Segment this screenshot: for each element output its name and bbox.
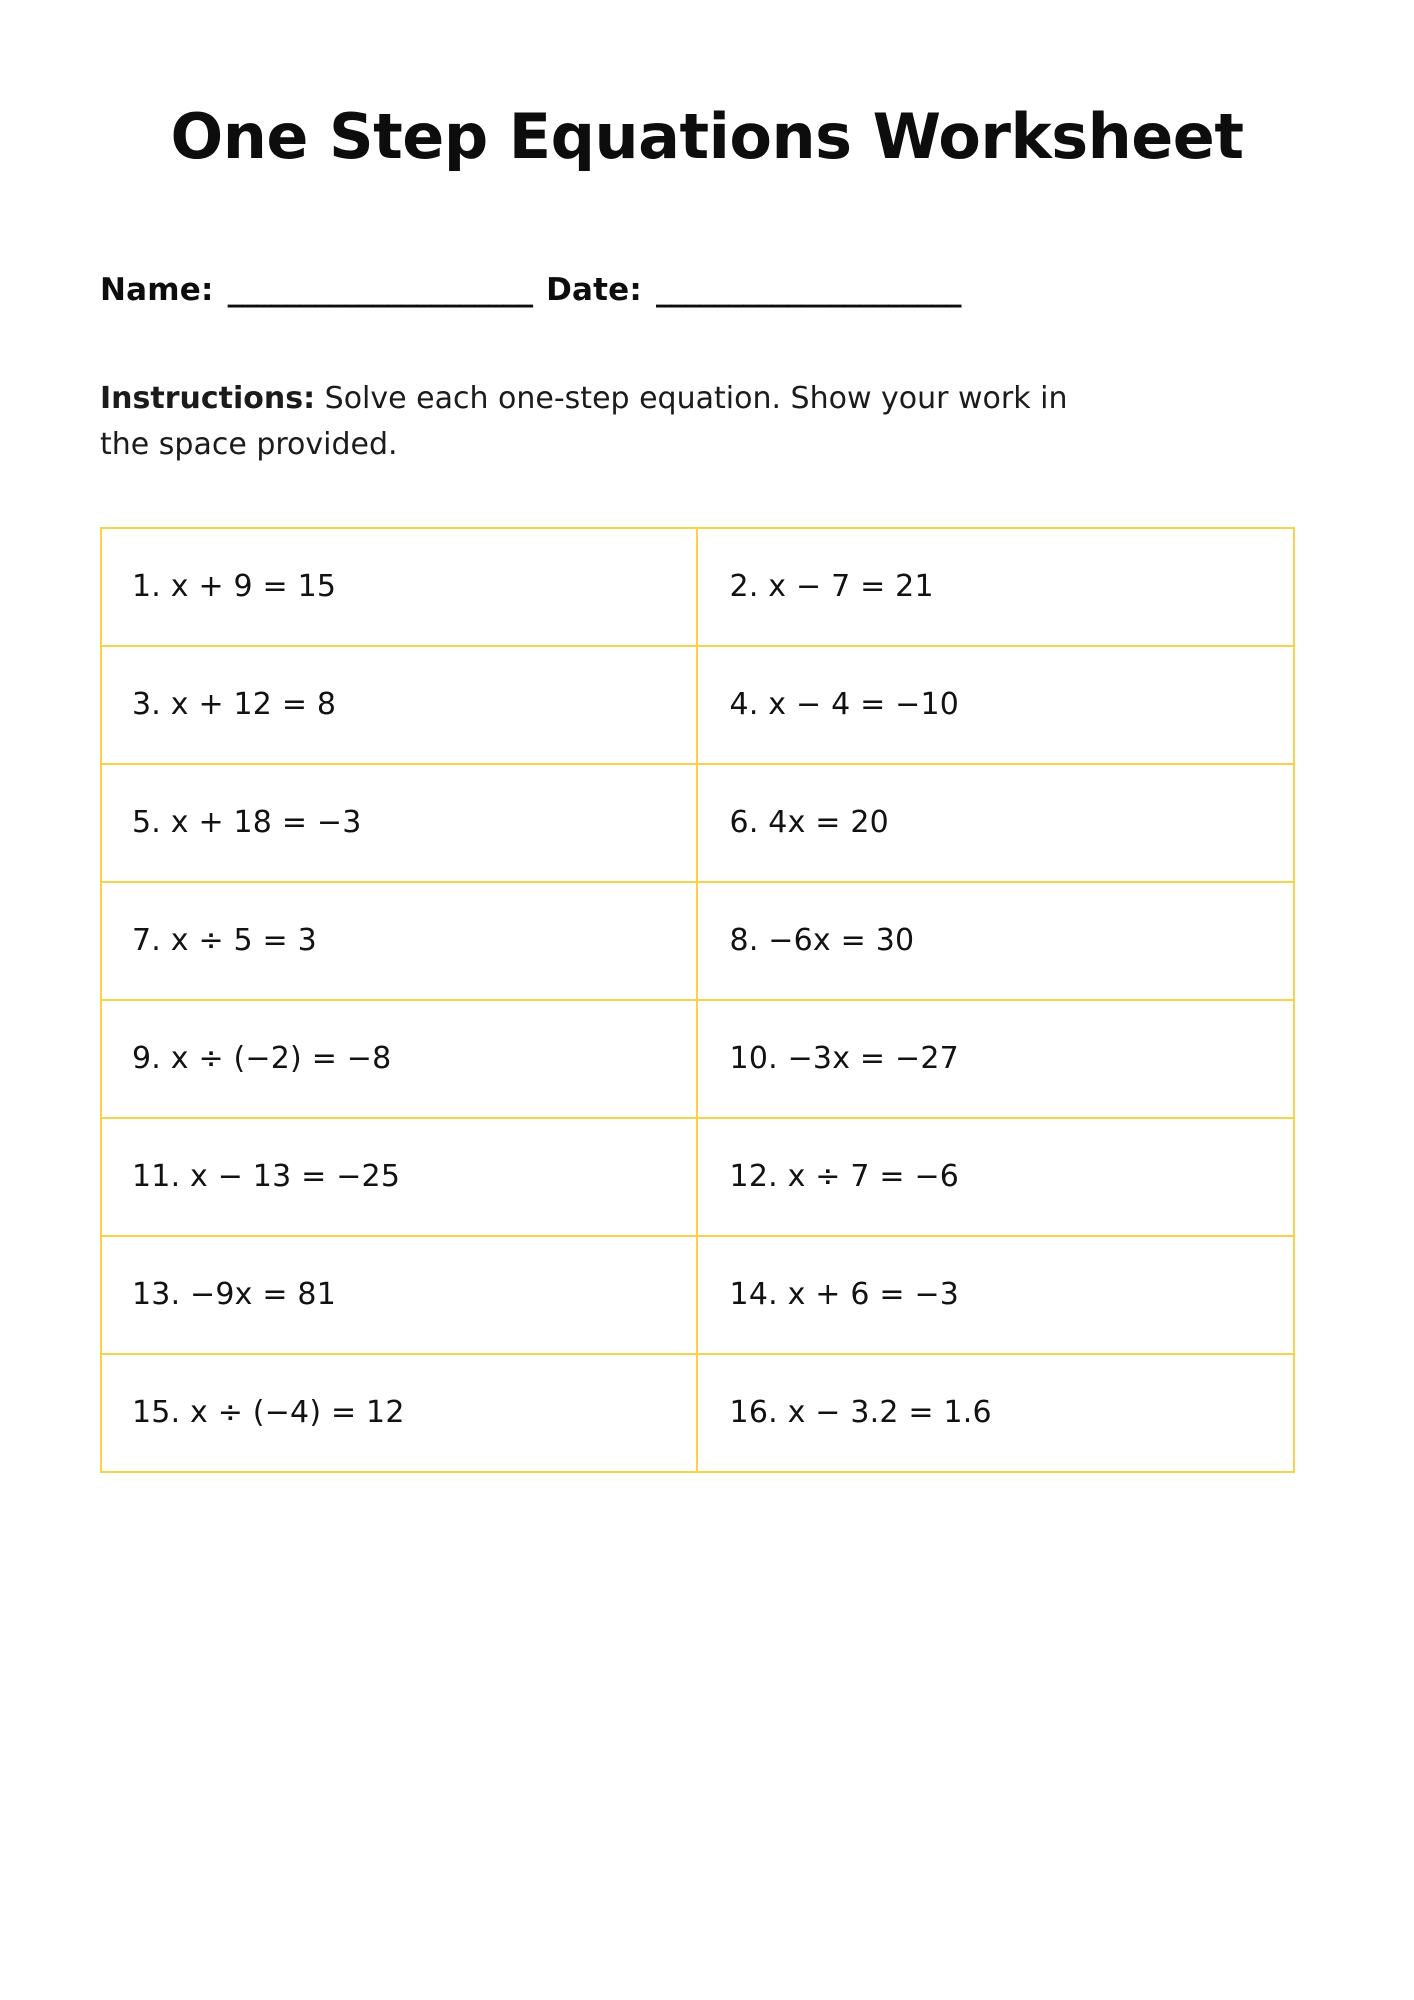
problem-cell[interactable]: 14. x + 6 = −3 xyxy=(697,1236,1294,1354)
table-row xyxy=(101,1118,1294,1236)
problem-cell[interactable]: 16. x − 3.2 = 1.6 xyxy=(697,1354,1294,1472)
problem-cell[interactable]: 1. x + 9 = 15 xyxy=(101,528,697,646)
problem-cell[interactable]: 11. x − 13 = −25 xyxy=(101,1118,697,1236)
problem-cell[interactable]: 7. x ÷ 5 = 3 xyxy=(101,882,697,1000)
table-row xyxy=(101,1354,1294,1472)
name-blank[interactable]: _____________________ xyxy=(227,271,533,308)
problem-cell[interactable]: 3. x + 12 = 8 xyxy=(101,646,697,764)
table-row xyxy=(101,764,1294,882)
name-label: Name: xyxy=(100,271,214,308)
problem-cell[interactable]: 5. x + 18 = −3 xyxy=(101,764,697,882)
problem-cell[interactable]: 10. −3x = −27 xyxy=(697,1000,1294,1118)
table-row xyxy=(101,1000,1294,1118)
problem-cell[interactable]: 15. x ÷ (−4) = 12 xyxy=(101,1354,697,1472)
problem-cell[interactable]: 8. −6x = 30 xyxy=(697,882,1294,1000)
problem-cell[interactable]: 4. x − 4 = −10 xyxy=(697,646,1294,764)
problems-table xyxy=(100,527,1295,1473)
name-date-line xyxy=(100,272,1314,308)
problem-cell[interactable]: 9. x ÷ (−2) = −8 xyxy=(101,1000,697,1118)
table-row xyxy=(101,1236,1294,1354)
table-row xyxy=(101,528,1294,646)
table-row xyxy=(101,882,1294,1000)
instructions xyxy=(100,376,1110,469)
problem-cell[interactable]: 2. x − 7 = 21 xyxy=(697,528,1294,646)
problem-cell[interactable]: 13. −9x = 81 xyxy=(101,1236,697,1354)
instructions-label: Instructions: xyxy=(100,380,316,416)
problem-cell[interactable]: 12. x ÷ 7 = −6 xyxy=(697,1118,1294,1236)
problem-cell[interactable]: 6. 4x = 20 xyxy=(697,764,1294,882)
date-label: Date: xyxy=(546,271,642,308)
date-blank[interactable]: _____________________ xyxy=(656,271,961,308)
table-row xyxy=(101,646,1294,764)
problems-table-body xyxy=(101,528,1294,1472)
instructions-text: Solve each one-step equation. Show your work in the space provided. xyxy=(100,380,1068,462)
page-title: One Step Equations Worksheet xyxy=(170,100,1244,173)
